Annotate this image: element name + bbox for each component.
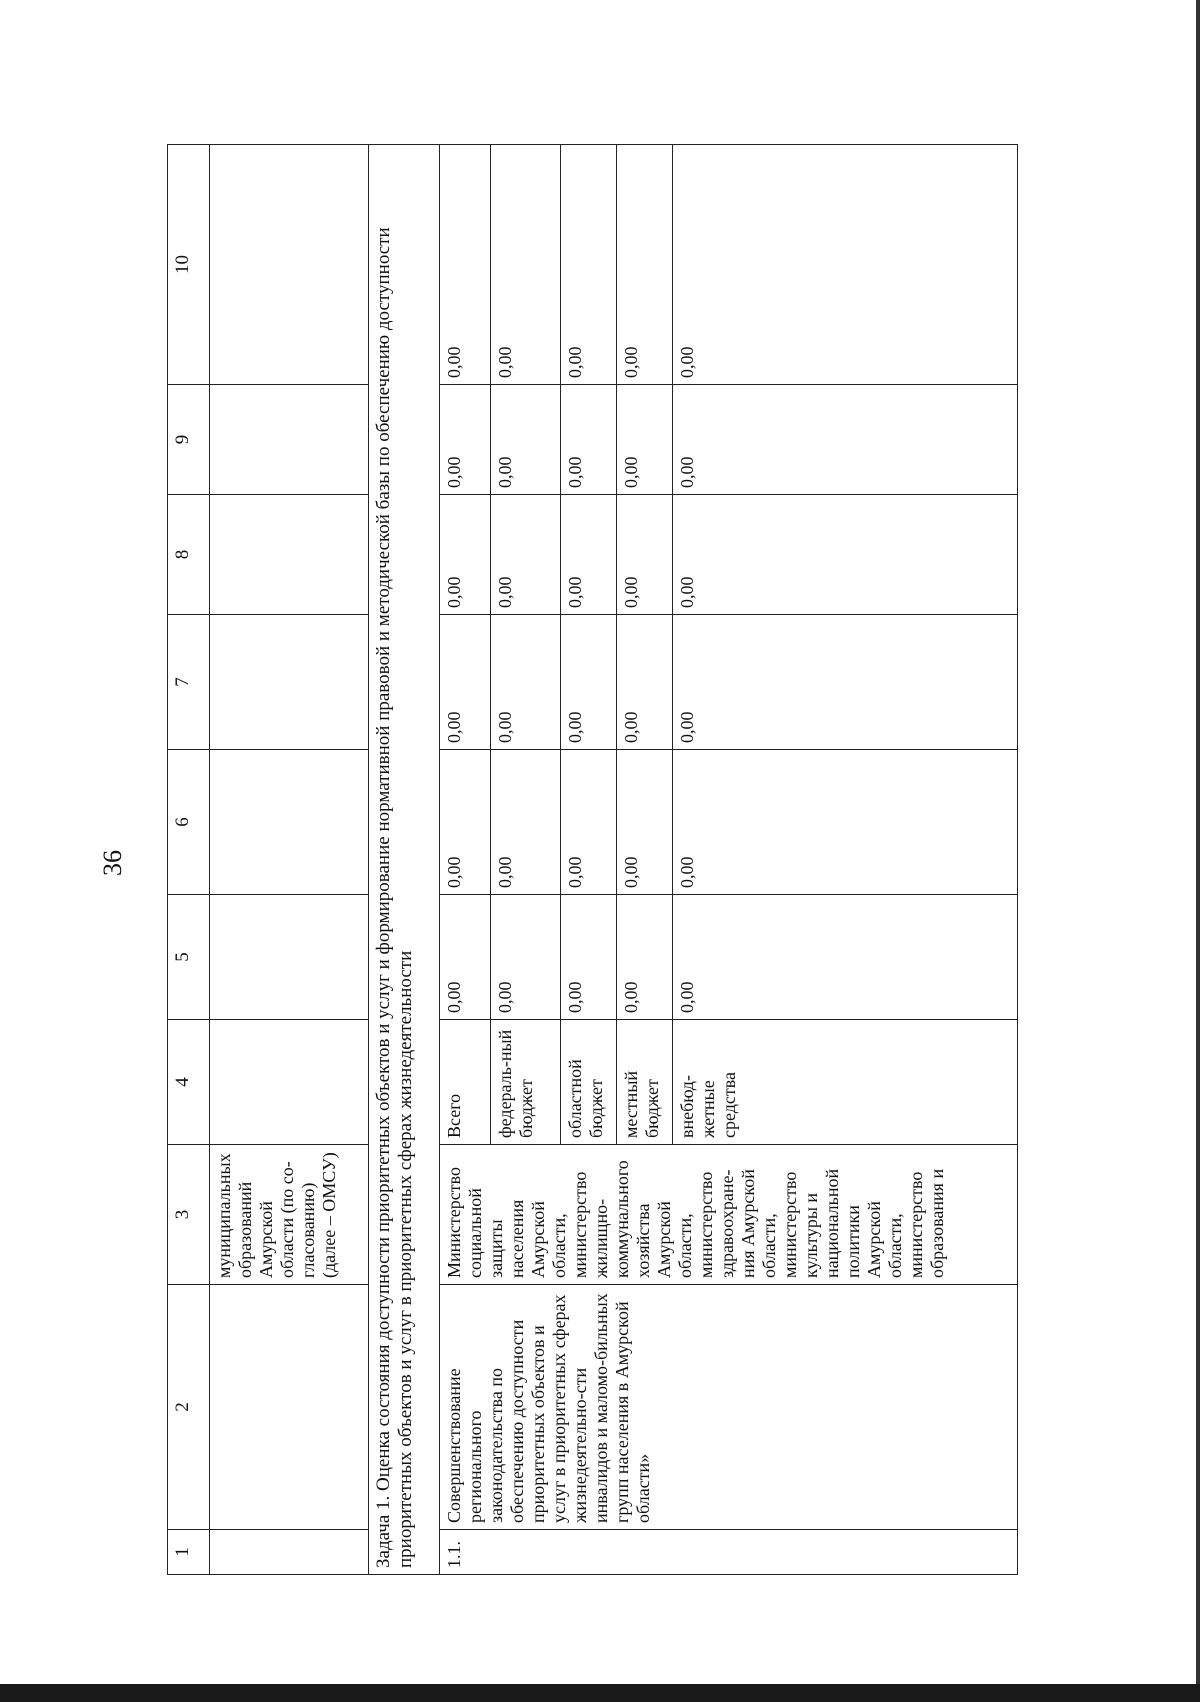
scan-edge bbox=[1196, 0, 1200, 1702]
value-cell: 0,00 bbox=[440, 495, 491, 615]
value-cell: 0,00 bbox=[673, 895, 1018, 1020]
header-cell: 4 bbox=[168, 1020, 210, 1145]
value-cell: 0,00 bbox=[673, 495, 1018, 615]
value-cell: 0,00 bbox=[561, 750, 617, 895]
value-cell: 0,00 bbox=[673, 615, 1018, 750]
value-cell: 0,00 bbox=[561, 615, 617, 750]
funding-source: областной бюджет bbox=[561, 1020, 617, 1145]
funding-source: местный бюджет bbox=[617, 1020, 673, 1145]
value-cell: 0,00 bbox=[617, 750, 673, 895]
value-cell: 0,00 bbox=[617, 145, 673, 385]
value-cell: 0,00 bbox=[673, 750, 1018, 895]
value-cell: 0,00 bbox=[561, 895, 617, 1020]
value-cell: 0,00 bbox=[491, 495, 561, 615]
funding-source: Всего bbox=[440, 1020, 491, 1145]
header-cell: 1 bbox=[168, 1530, 210, 1575]
task-row bbox=[369, 145, 440, 1575]
value-cell: 0,00 bbox=[491, 750, 561, 895]
value-cell: 0,00 bbox=[440, 615, 491, 750]
header-cell: 10 bbox=[168, 145, 210, 385]
header-cell: 6 bbox=[168, 750, 210, 895]
header-cell: 3 bbox=[168, 1145, 210, 1285]
program-table bbox=[167, 144, 1018, 1575]
table-row bbox=[440, 145, 491, 1575]
value-cell: 0,00 bbox=[440, 750, 491, 895]
page-number: 36 bbox=[98, 850, 127, 876]
value-cell: 0,00 bbox=[561, 145, 617, 385]
value-cell: 0,00 bbox=[491, 895, 561, 1020]
header-cell: 7 bbox=[168, 615, 210, 750]
value-cell: 0,00 bbox=[440, 145, 491, 385]
value-cell: 0,00 bbox=[491, 145, 561, 385]
value-cell: 0,00 bbox=[617, 895, 673, 1020]
header-cell: 9 bbox=[168, 385, 210, 495]
scan-edge bbox=[0, 1684, 1200, 1702]
value-cell: 0,00 bbox=[440, 385, 491, 495]
value-cell: 0,00 bbox=[561, 385, 617, 495]
value-cell: 0,00 bbox=[673, 385, 1018, 495]
value-cell: 0,00 bbox=[617, 615, 673, 750]
header-cell: 8 bbox=[168, 495, 210, 615]
continuation-row bbox=[210, 145, 369, 1575]
value-cell: 0,00 bbox=[617, 385, 673, 495]
header-cell: 5 bbox=[168, 895, 210, 1020]
value-cell: 0,00 bbox=[491, 615, 561, 750]
value-cell: 0,00 bbox=[491, 385, 561, 495]
value-cell: 0,00 bbox=[617, 495, 673, 615]
value-cell: 0,00 bbox=[561, 495, 617, 615]
value-cell: 0,00 bbox=[673, 145, 1018, 385]
funding-source: внебюд-жетные средства bbox=[673, 1020, 1018, 1145]
task-heading: Задача 1. Оценка состояния доступности приоритетных объектов и услуг и формирование нормативной правовой и методической базы по обеспечению доступности приоритетных объектов и услуг в приоритетных сферах жизнедеятельности bbox=[369, 145, 440, 1575]
executor: Министерство социальной защиты населения Амурской области, министерство жилищно-коммунального хозяйства Амурской области, министерство здравоохране-ния Амурской области, министерство культуры и национальной политики Амурской области, министерство образования и bbox=[440, 1145, 1018, 1285]
row-number: 1.1. bbox=[440, 1530, 1018, 1575]
header-cell: 2 bbox=[168, 1285, 210, 1530]
measure-name: Совершенствование регионального законодательства по обеспечению доступности приоритетных объектов и услуг в приоритетных сферах жизнедеятельно-сти инвалидов и маломо-бильных групп населения в Амурской области» bbox=[440, 1285, 1018, 1530]
executor-continuation: муниципальных образований Амурской области (по со-гласованию) (далее – ОМСУ) bbox=[210, 1145, 369, 1285]
funding-source: федераль-ный бюджет bbox=[491, 1020, 561, 1145]
header-row bbox=[168, 145, 210, 1575]
rotated-table-wrapper bbox=[167, 145, 1127, 1575]
value-cell: 0,00 bbox=[440, 895, 491, 1020]
